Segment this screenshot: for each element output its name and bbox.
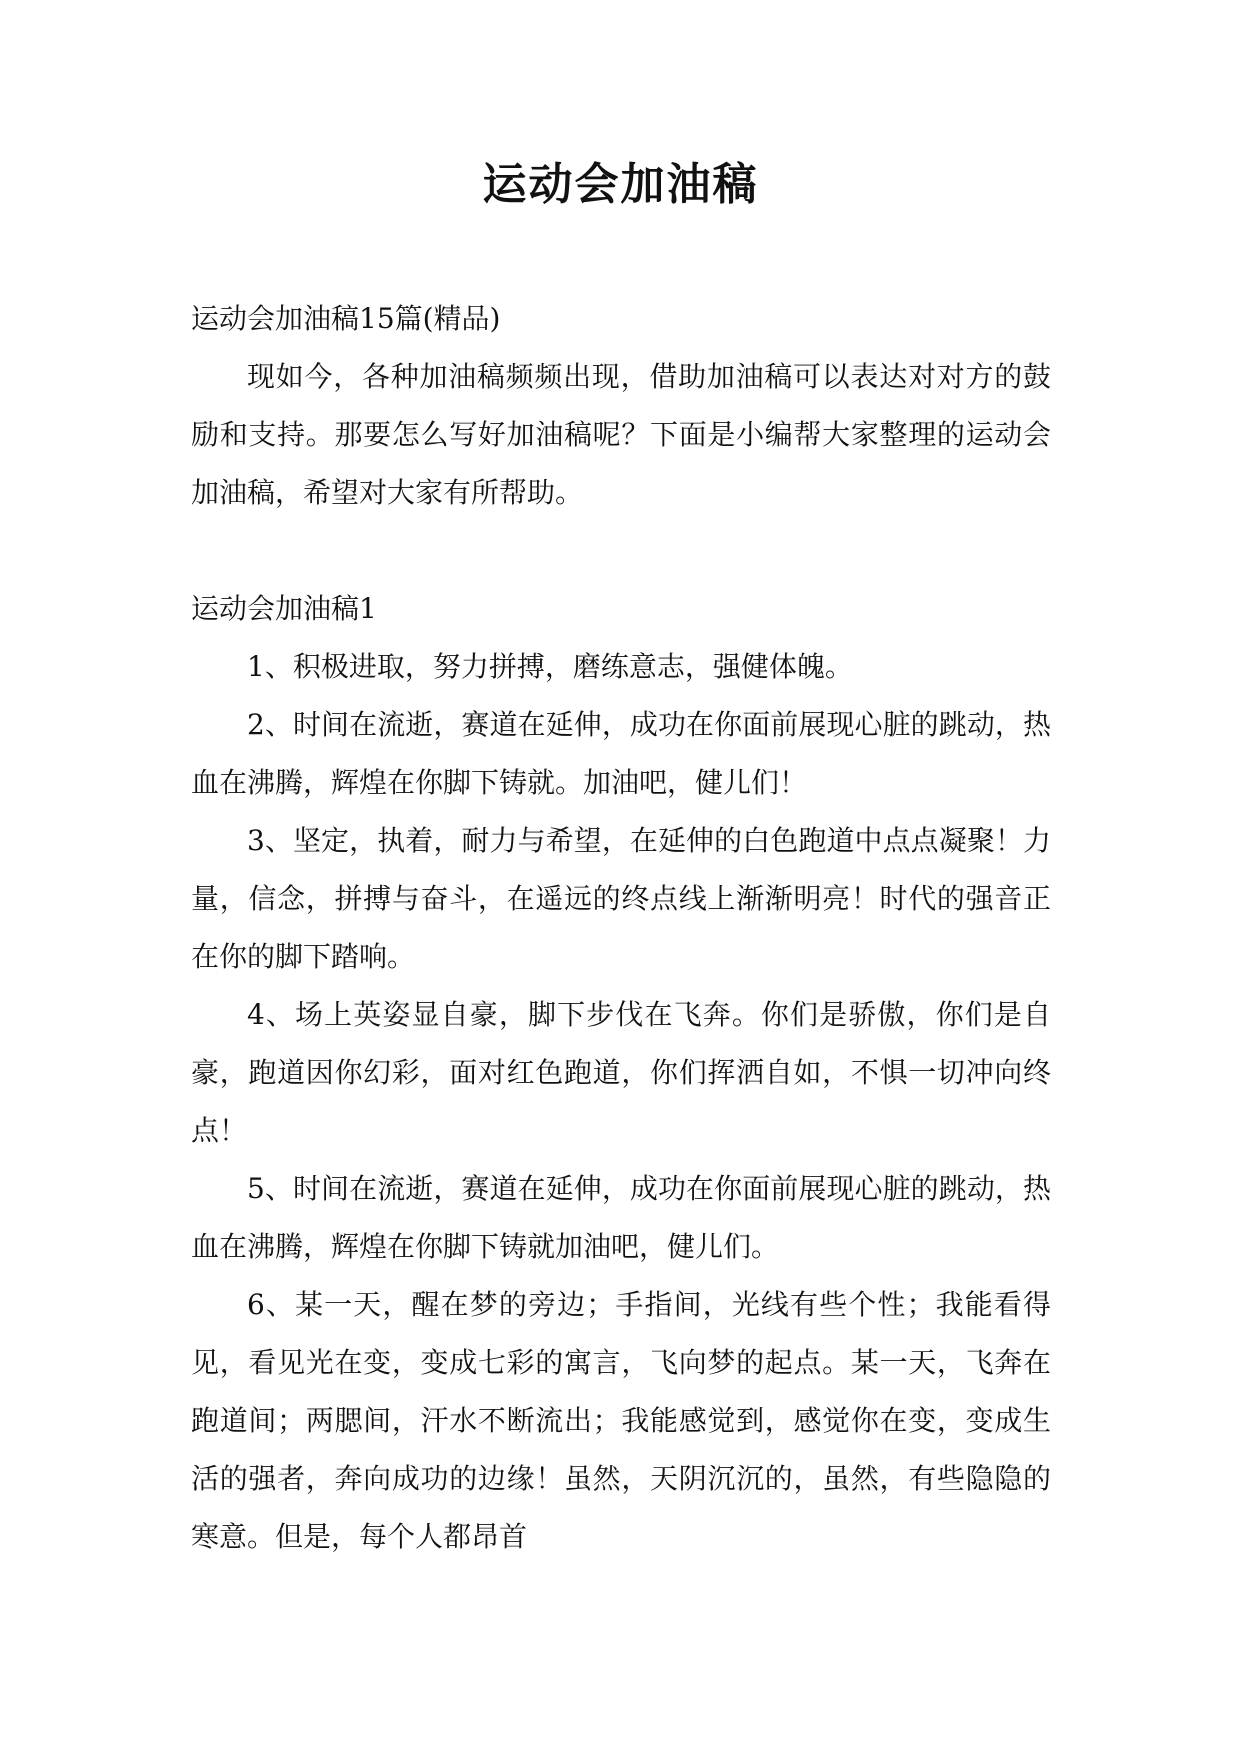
document-subtitle: 运动会加油稿15篇(精品) [191, 302, 501, 335]
intro-paragraph: 现如今，各种加油稿频频出现，借助加油稿可以表达对对方的鼓励和支持。那要怎么写好加油稿呢？下面是小编帮大家整理的运动会加油稿，希望对大家有所帮助。 [191, 360, 1051, 509]
document-body [191, 290, 1051, 1566]
cheer-item-3: 3、坚定，执着，耐力与希望，在延伸的白色跑道中点点凝聚！力量，信念，拼搏与奋斗，在遥远的终点线上渐渐明亮！时代的强音正在你的脚下踏响。 [191, 824, 1051, 973]
cheer-item-2: 2、时间在流逝，赛道在延伸，成功在你面前展现心脏的跳动，热血在沸腾，辉煌在你脚下铸就。加油吧，健儿们！ [191, 708, 1051, 799]
cheer-item-1: 1、积极进取，努力拼搏，磨练意志，强健体魄。 [247, 650, 853, 683]
cheer-item-4: 4、场上英姿显自豪，脚下步伐在飞奔。你们是骄傲，你们是自豪，跑道因你幻彩，面对红色跑道，你们挥洒自如，不惧一切冲向终点！ [191, 998, 1051, 1147]
cheer-item-6: 6、某一天，醒在梦的旁边；手指间，光线有些个性；我能看得见，看见光在变，变成七彩的寓言，飞向梦的起点。某一天，飞奔在跑道间；两腮间，汗水不断流出；我能感觉到，感觉你在变，变成生活的强者，奔向成功的边缘！虽然，天阴沉沉的，虽然，有些隐隐的寒意。但是，每个人都昂首 [191, 1288, 1051, 1553]
section-title: 运动会加油稿1 [191, 592, 377, 625]
document-title: 运动会加油稿 [482, 159, 759, 210]
cheer-item-5: 5、时间在流逝，赛道在延伸，成功在你面前展现心脏的跳动，热血在沸腾，辉煌在你脚下铸就加油吧，健儿们。 [191, 1172, 1051, 1263]
section-spacer [191, 522, 1051, 580]
